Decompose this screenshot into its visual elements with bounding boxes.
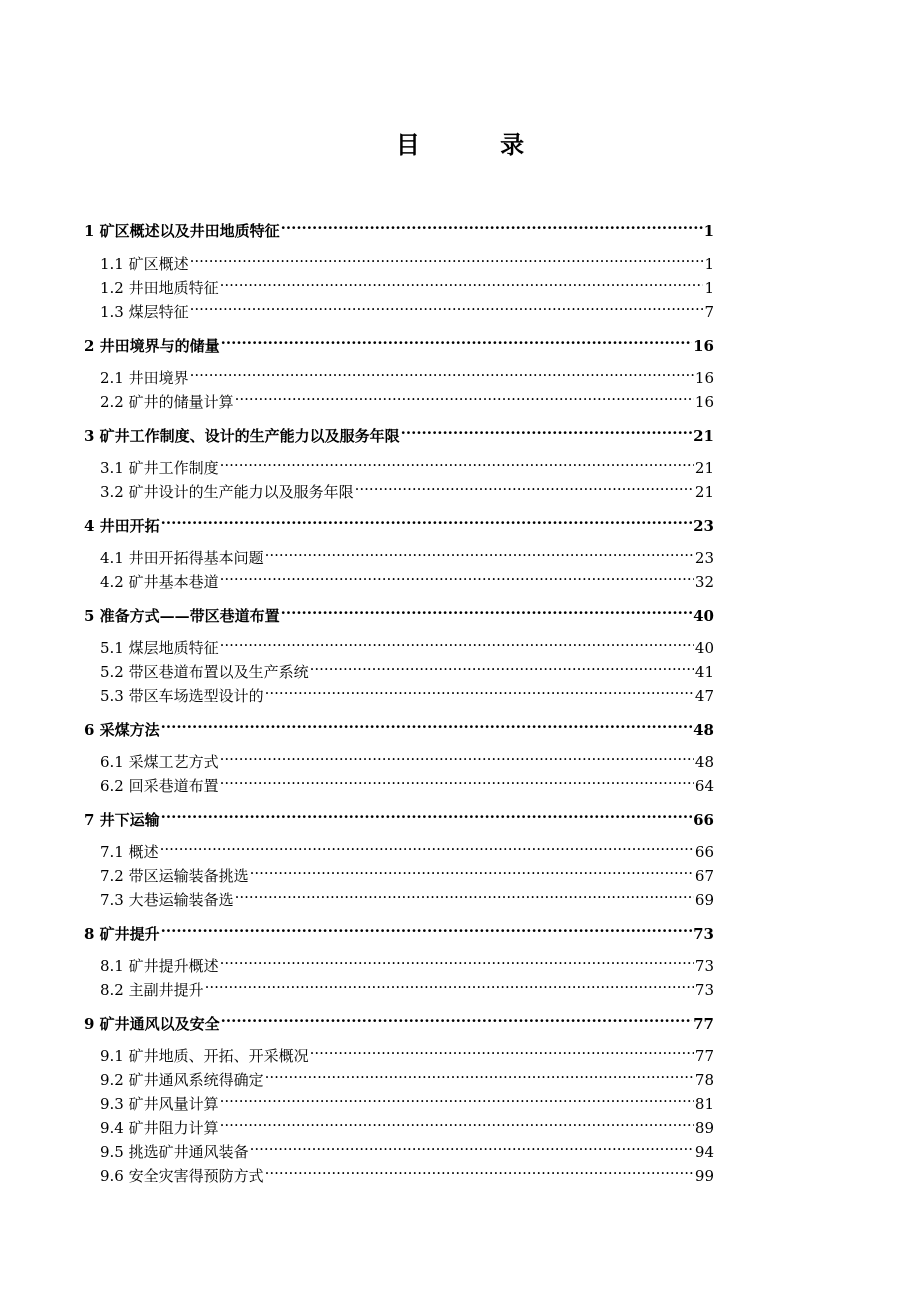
section-page-number: 16	[694, 393, 714, 411]
section-page-number: 99	[694, 1167, 714, 1185]
chapter-page-number: 23	[693, 517, 714, 535]
dot-leader	[161, 801, 692, 825]
dot-leader	[235, 383, 694, 407]
page-title: 目 录	[395, 130, 561, 159]
section-title: 4.1 井田开拓得基本问题	[100, 549, 264, 567]
toc-section-entry[interactable]	[84, 857, 714, 885]
dot-leader	[220, 629, 694, 653]
dot-leader	[401, 417, 692, 441]
dot-leader	[221, 1005, 692, 1029]
toc-chapter	[84, 915, 714, 999]
chapter-title: 7 井下运输	[84, 811, 160, 829]
dot-leader	[161, 507, 692, 531]
dot-leader	[190, 245, 704, 269]
section-list	[84, 1037, 714, 1185]
dot-leader	[265, 677, 694, 701]
section-title: 5.1 煤层地质特征	[100, 639, 219, 657]
section-page-number: 1	[704, 279, 714, 297]
section-title: 7.1 概述	[100, 843, 159, 861]
toc-chapter	[84, 417, 714, 501]
toc-section-entry[interactable]	[84, 833, 714, 861]
section-title: 3.2 矿井设计的生产能力以及服务年限	[100, 483, 354, 501]
section-page-number: 48	[694, 753, 714, 771]
toc-section-entry[interactable]	[84, 539, 714, 567]
section-page-number: 64	[694, 777, 714, 795]
toc-section-entry[interactable]	[84, 359, 714, 387]
chapter-page-number: 73	[693, 925, 714, 943]
section-page-number: 47	[694, 687, 714, 705]
section-page-number: 41	[694, 663, 714, 681]
section-title: 7.2 带区运输装备挑选	[100, 867, 249, 885]
section-title: 1.2 井田地质特征	[100, 279, 219, 297]
section-title: 9.5 挑选矿井通风装备	[100, 1143, 249, 1161]
section-page-number: 21	[694, 459, 714, 477]
section-list	[84, 947, 714, 999]
toc-section-entry[interactable]	[84, 1037, 714, 1065]
chapter-page-number: 21	[693, 427, 714, 445]
table-of-contents	[84, 212, 714, 1191]
section-list	[84, 629, 714, 705]
section-title: 7.3 大巷运输装备选	[100, 891, 234, 909]
section-title: 5.2 带区巷道布置以及生产系统	[100, 663, 309, 681]
dot-leader	[221, 327, 692, 351]
toc-section-entry[interactable]	[84, 629, 714, 657]
section-list	[84, 449, 714, 501]
toc-chapter	[84, 801, 714, 909]
dot-leader	[355, 473, 694, 497]
section-title: 9.2 矿井通风系统得确定	[100, 1071, 264, 1089]
section-title: 2.2 矿井的储量计算	[100, 393, 234, 411]
chapter-title: 1 矿区概述以及井田地质特征	[84, 222, 280, 240]
toc-chapter	[84, 212, 714, 321]
dot-leader	[220, 563, 694, 587]
dot-leader	[250, 857, 694, 881]
section-title: 9.1 矿井地质、开拓、开采概况	[100, 1047, 309, 1065]
section-page-number: 73	[694, 981, 714, 999]
chapter-title: 5 准备方式——带区巷道布置	[84, 607, 280, 625]
toc-chapter	[84, 507, 714, 591]
dot-leader	[190, 359, 694, 383]
dot-leader	[265, 539, 694, 563]
chapter-title: 6 采煤方法	[84, 721, 160, 739]
dot-leader	[220, 1085, 694, 1109]
dot-leader	[161, 711, 692, 735]
section-page-number: 40	[694, 639, 714, 657]
section-page-number: 77	[694, 1047, 714, 1065]
dot-leader	[281, 597, 692, 621]
section-page-number: 1	[704, 255, 714, 273]
toc-chapter-entry[interactable]	[84, 507, 714, 535]
toc-chapter-entry[interactable]	[84, 417, 714, 445]
toc-chapter	[84, 327, 714, 411]
section-title: 8.1 矿井提升概述	[100, 957, 219, 975]
chapter-page-number: 48	[693, 721, 714, 739]
chapter-title: 8 矿井提升	[84, 925, 160, 943]
dot-leader	[310, 1037, 694, 1061]
toc-chapter-entry[interactable]	[84, 915, 714, 943]
chapter-page-number: 66	[693, 811, 714, 829]
dot-leader	[235, 881, 694, 905]
toc-chapter	[84, 597, 714, 705]
chapter-page-number: 1	[703, 222, 714, 240]
section-title: 9.6 安全灾害得预防方式	[100, 1167, 264, 1185]
dot-leader	[161, 915, 692, 939]
chapter-title: 3 矿井工作制度、设计的生产能力以及服务年限	[84, 427, 400, 445]
dot-leader	[160, 833, 694, 857]
dot-leader	[265, 1157, 694, 1181]
toc-chapter-entry[interactable]	[84, 711, 714, 739]
dot-leader	[220, 269, 704, 293]
section-page-number: 16	[694, 369, 714, 387]
dot-leader	[205, 971, 694, 995]
chapter-page-number: 16	[693, 337, 714, 355]
dot-leader	[310, 653, 694, 677]
section-page-number: 89	[694, 1119, 714, 1137]
section-title: 5.3 带区车场选型设计的	[100, 687, 264, 705]
section-title: 3.1 矿井工作制度	[100, 459, 219, 477]
section-page-number: 21	[694, 483, 714, 501]
toc-chapter	[84, 711, 714, 795]
chapter-title: 4 井田开拓	[84, 517, 160, 535]
dot-leader	[281, 212, 703, 236]
toc-chapter-entry[interactable]	[84, 1005, 714, 1033]
section-title: 4.2 矿井基本巷道	[100, 573, 219, 591]
section-title: 2.1 井田境界	[100, 369, 189, 387]
section-title: 6.1 采煤工艺方式	[100, 753, 219, 771]
section-title: 1.1 矿区概述	[100, 255, 189, 273]
section-page-number: 7	[704, 303, 714, 321]
section-page-number: 81	[694, 1095, 714, 1113]
section-list	[84, 743, 714, 795]
section-page-number: 94	[694, 1143, 714, 1161]
dot-leader	[220, 1109, 694, 1133]
toc-chapter-entry[interactable]	[84, 212, 714, 240]
dot-leader	[250, 1133, 694, 1157]
section-title: 6.2 回采巷道布置	[100, 777, 219, 795]
toc-section-entry[interactable]	[84, 947, 714, 975]
toc-chapter-entry[interactable]	[84, 327, 714, 355]
toc-chapter-entry[interactable]	[84, 597, 714, 625]
chapter-page-number: 40	[693, 607, 714, 625]
section-list	[84, 245, 714, 321]
section-page-number: 67	[694, 867, 714, 885]
toc-section-entry[interactable]	[84, 743, 714, 771]
dot-leader	[220, 743, 694, 767]
section-title: 9.4 矿井阻力计算	[100, 1119, 219, 1137]
section-list	[84, 359, 714, 411]
section-page-number: 23	[694, 549, 714, 567]
dot-leader	[190, 293, 704, 317]
section-page-number: 66	[694, 843, 714, 861]
section-title: 9.3 矿井风量计算	[100, 1095, 219, 1113]
section-list	[84, 833, 714, 909]
section-page-number: 69	[694, 891, 714, 909]
dot-leader	[220, 947, 694, 971]
section-page-number: 32	[694, 573, 714, 591]
dot-leader	[265, 1061, 694, 1085]
section-page-number: 73	[694, 957, 714, 975]
section-title: 8.2 主副井提升	[100, 981, 204, 999]
toc-chapter	[84, 1005, 714, 1185]
chapter-title: 9 矿井通风以及安全	[84, 1015, 220, 1033]
dot-leader	[220, 767, 694, 791]
toc-section-entry[interactable]	[84, 449, 714, 477]
toc-section-entry[interactable]	[84, 245, 714, 273]
chapter-page-number: 77	[693, 1015, 714, 1033]
chapter-title: 2 井田境界与的储量	[84, 337, 220, 355]
section-list	[84, 539, 714, 591]
toc-chapter-entry[interactable]	[84, 801, 714, 829]
section-page-number: 78	[694, 1071, 714, 1089]
dot-leader	[220, 449, 694, 473]
section-title: 1.3 煤层特征	[100, 303, 189, 321]
